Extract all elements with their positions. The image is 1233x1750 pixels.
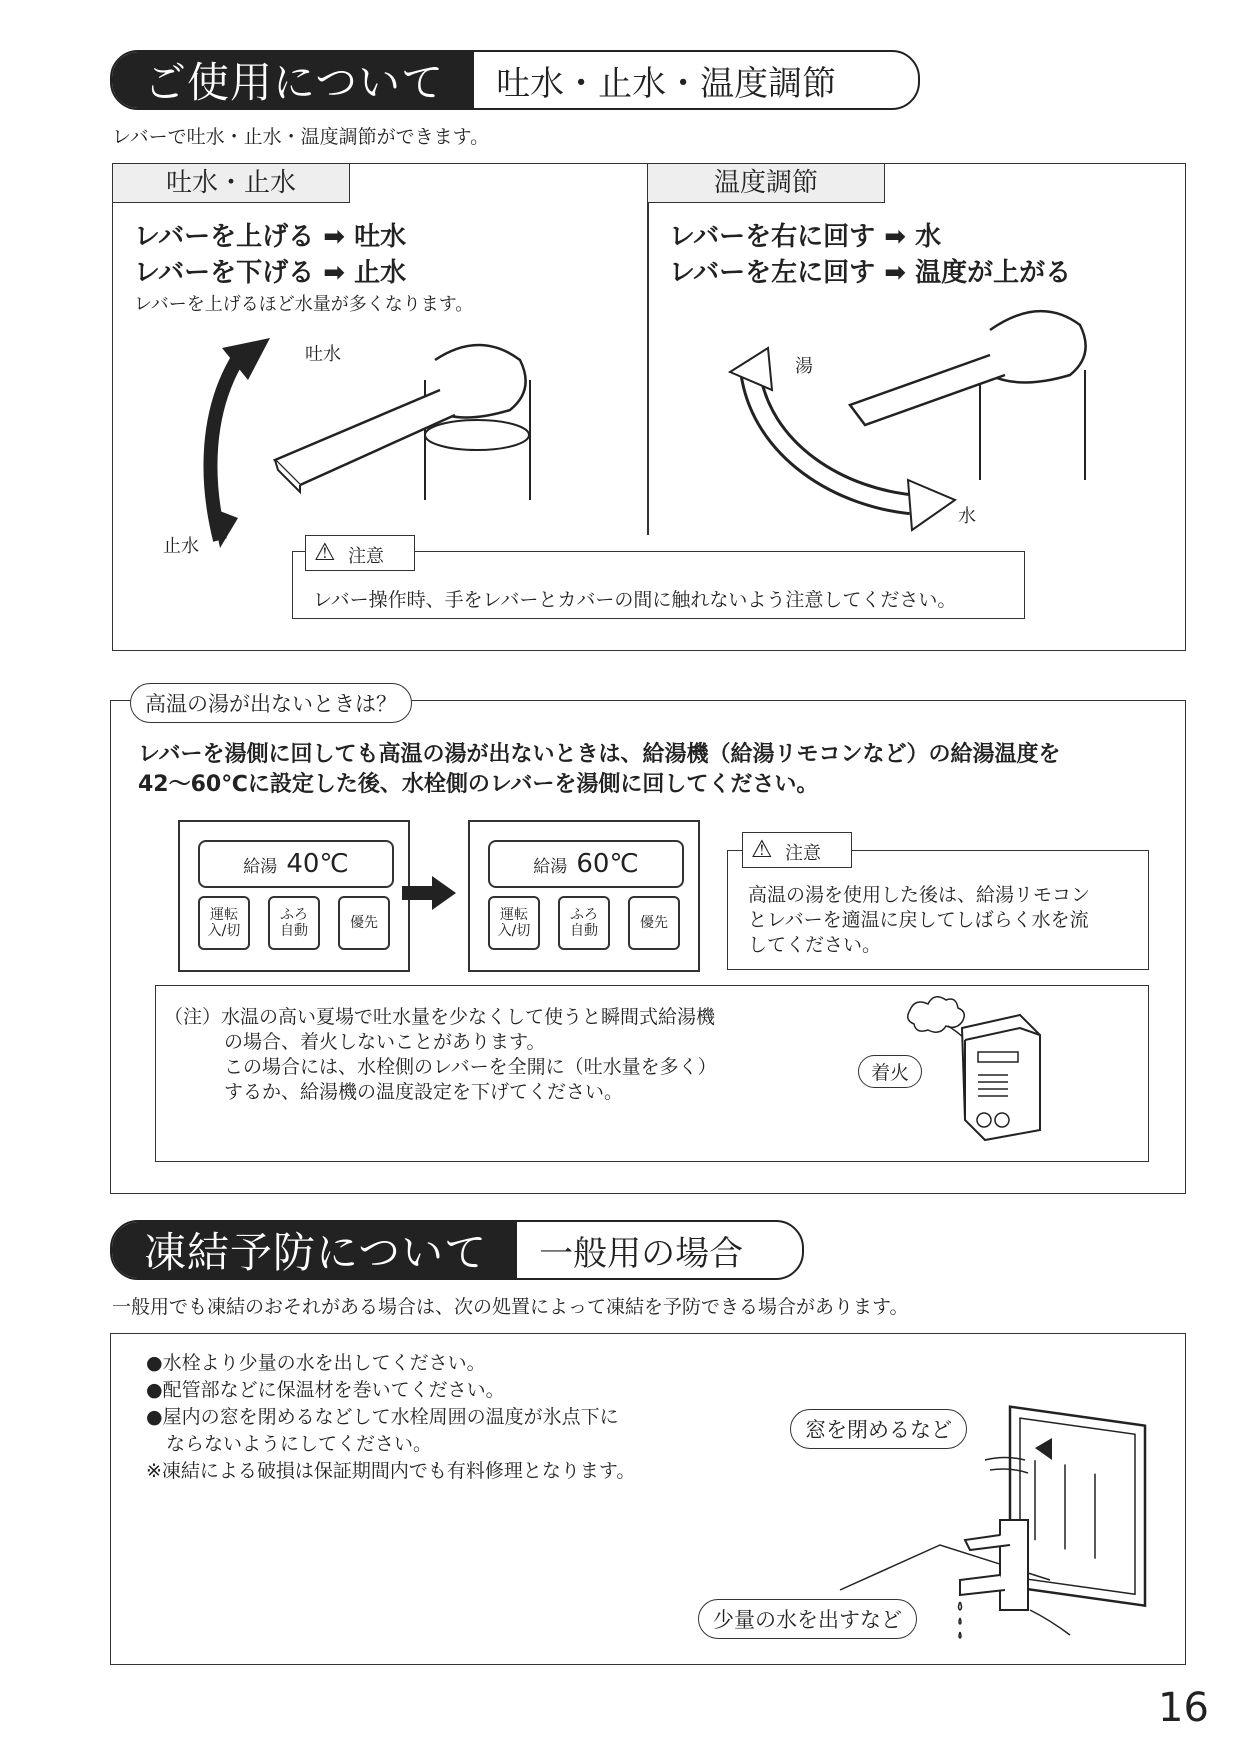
display-temp: 40℃ [286,849,349,879]
remote-40 [178,820,410,972]
bath-button: ふろ 自動 [558,896,610,950]
display-temp: 60℃ [576,849,639,879]
freeze-remark: ※凍結による破損は保証期間内でも有料修理となります。 [146,1460,636,1482]
freeze-item-3b: ならないようにしてください。 [166,1433,433,1455]
freeze-item-2: ●配管部などに保温材を巻いてください。 [146,1379,505,1401]
hightemp-text-2: 42～60℃に設定した後、水栓側のレバーを湯側に回してください。 [138,772,819,797]
note-line-1: （注）水温の高い夏場で吐水量を少なくして使うと瞬間式給湯機 [164,1006,716,1028]
remote-60 [468,820,700,972]
left-line-1: レバーを上げる ➡ 吐水 [134,222,407,252]
tab-spout-stop: 吐水・止水 [112,163,350,203]
run-button: 運転 入/切 [198,896,250,950]
display-label: 給湯 [243,857,278,877]
caution-2-line-1: 高温の湯を使用した後は、給湯リモコン [748,884,1091,906]
note-line-2: の場合、着火しないことがあります。 [224,1031,546,1053]
warning-icon: ⚠ [314,538,336,566]
left-note: レバーを上げるほど水量が多くなります。 [134,294,474,315]
water-heater-illustration [900,990,1050,1150]
caution-tab-2 [742,832,852,868]
page-number: 16 [1158,1685,1209,1731]
caution-text: レバー操作時、手をレバーとカバーの間に触れないよう注意してください。 [313,589,957,611]
section-subtitle: 一般用の場合 [539,1233,744,1274]
remote-display [488,840,684,888]
section-title: ご使用について [112,52,474,108]
divider [647,163,649,535]
right-line-2: レバーを左に回す ➡ 温度が上がる [669,258,1072,288]
left-line-2: レバーを下げる ➡ 止水 [134,258,407,288]
remote-display [198,840,394,888]
hightemp-text-1: レバーを湯側に回しても高温の湯が出ないときは、給湯機（給湯リモコンなど）の給湯温度を [138,742,1061,767]
bath-button: ふろ 自動 [268,896,320,950]
tab-temperature: 温度調節 [647,163,885,203]
section-intro: 一般用でも凍結のおそれがある場合は、次の処置によって凍結を予防できる場合があります。 [112,1296,909,1318]
hightemp-title: 高温の湯が出ないときは？ [130,683,412,723]
note-line-4: するか、給湯機の温度設定を下げてください。 [224,1081,624,1103]
priority-button: 優先 [628,896,680,950]
caution-tab [305,535,415,571]
freeze-item-3a: ●屋内の窓を閉めるなどして水栓周囲の温度が氷点下に [146,1406,619,1428]
caption-close-window: 窓を閉めるなど [790,1409,967,1449]
run-button: 運転 入/切 [488,896,540,950]
lever-updown-illustration [200,330,560,550]
priority-button: 優先 [338,896,390,950]
warning-icon: ⚠ [751,835,773,863]
section-title: 凍結予防について [112,1222,517,1278]
caution-2-line-3: してください。 [748,934,882,956]
section-header-usage [110,50,920,110]
caution-title: 注意 [348,546,384,567]
lever-rotate-illustration [720,300,1100,540]
right-line-1: レバーを右に回す ➡ 水 [669,222,942,252]
label-spout: 吐水 [305,344,341,365]
caution-2-line-2: とレバーを適温に戻してしばらく水を流 [748,909,1089,931]
section-header-freeze [110,1220,804,1280]
section-subtitle: 吐水・止水・温度調節 [496,63,837,104]
arrow-right-icon [400,873,460,913]
display-label: 給湯 [533,857,568,877]
note-line-3: この場合には、水栓側のレバーを全開に（吐水量を多く） [224,1056,717,1078]
freeze-item-1: ●水栓より少量の水を出してください。 [146,1352,486,1374]
label-cold: 水 [958,506,976,527]
caption-run-water: 少量の水を出すなど [698,1599,917,1639]
ignite-caption: 着火 [858,1055,922,1088]
section-intro: レバーで吐水・止水・温度調節ができます。 [112,126,490,148]
label-hot: 湯 [795,356,813,377]
caution-title: 注意 [785,843,821,864]
label-stop: 止水 [163,536,199,557]
